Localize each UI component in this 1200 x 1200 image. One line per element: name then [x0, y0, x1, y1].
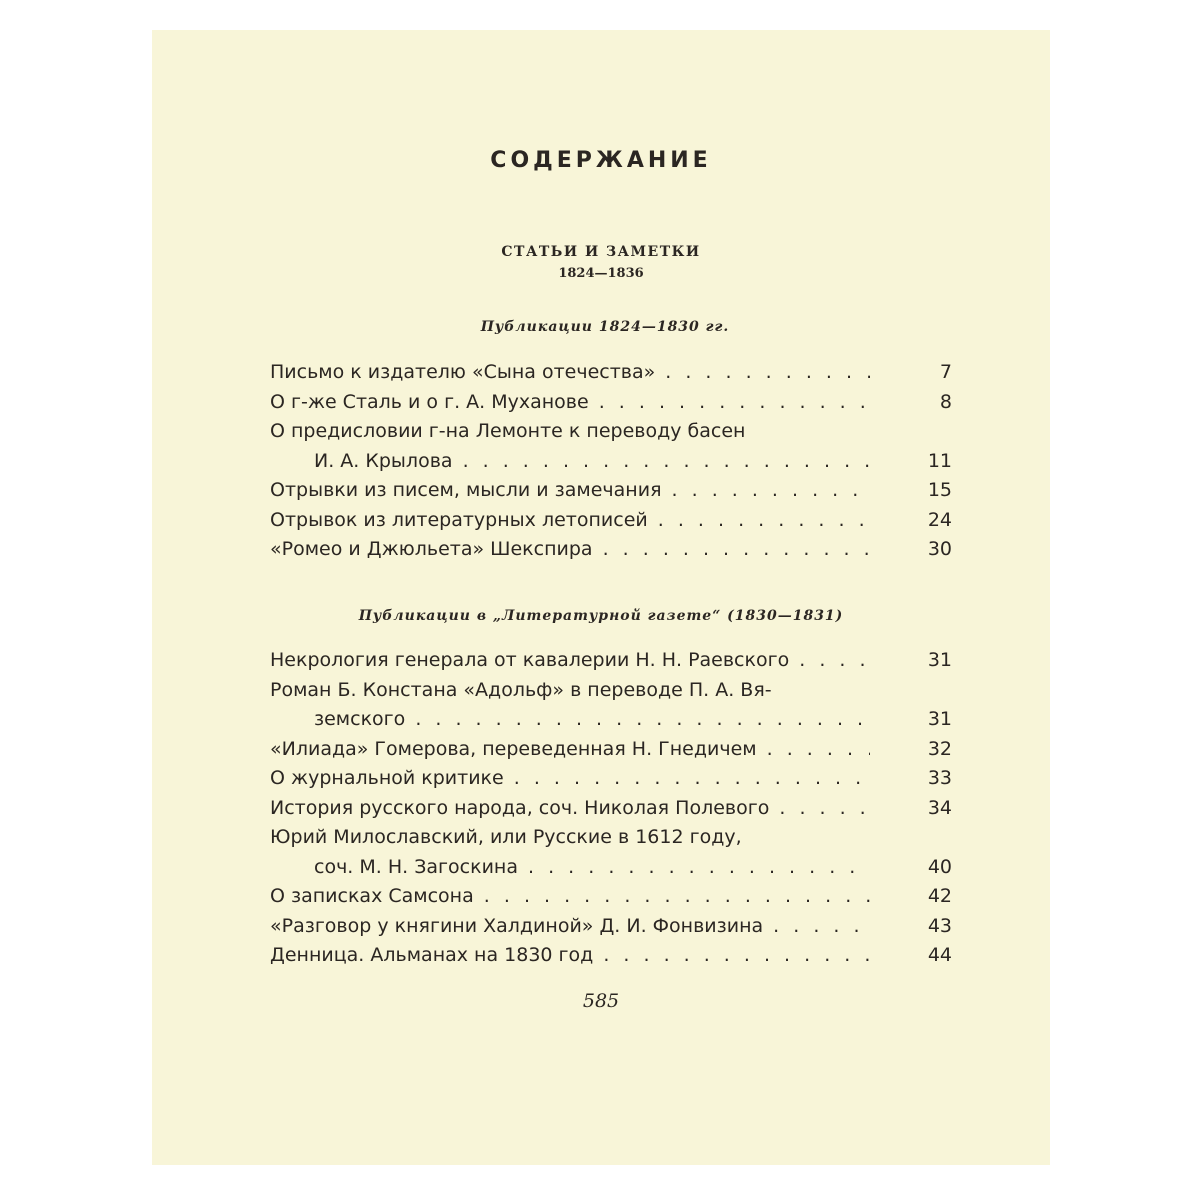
toc-entry — [270, 646, 952, 676]
toc-entry-title: «Разговор у княгини Халдиной» Д. И. Фонвизина . . . — [270, 912, 870, 942]
toc-entry-title: Некрология генерала от кавалерии Н. Н. Раевского . . . — [270, 646, 870, 676]
toc-entry-title: Отрывки из писем, мысли и замечания . . . — [270, 476, 870, 506]
toc-entry-page: 34 — [927, 796, 952, 819]
toc-entry-title: Отрывок из литературных летописей . . . — [270, 506, 870, 536]
toc-entry-page: 30 — [927, 538, 952, 560]
toc-entry-page: 32 — [927, 737, 952, 760]
part-years: 1824—1836 — [558, 266, 644, 281]
toc-entry-page: 40 — [927, 855, 952, 878]
toc-entry-page: 33 — [927, 767, 952, 789]
page-number: 585 — [582, 990, 620, 1012]
toc-entry — [270, 417, 952, 476]
toc-entry-title: Роман Б. Констана «Адольф» в переводе П. А. Вя- — [270, 678, 772, 701]
toc-entry-title: Денница. Альманах на 1830 год . . . — [270, 941, 870, 971]
toc-entry-title-continuation: И. А. Крылова . . . — [270, 447, 870, 477]
toc-entry — [270, 358, 952, 388]
toc-entry — [270, 823, 952, 882]
section-heading: Публикации в „Литературной газете“ (1830—1831) — [358, 608, 844, 624]
toc-entry-title: «Ромео и Джюльета» Шекспира . . . — [270, 535, 870, 565]
toc-entry — [270, 506, 952, 536]
toc-entry-page: 8 — [939, 390, 952, 413]
toc-entry-title: О журнальной критике . . . — [270, 764, 870, 794]
toc-entry-title: О записках Самсона . . . — [270, 882, 870, 912]
toc-entry — [270, 735, 952, 765]
toc-entry-page: 15 — [927, 479, 952, 501]
book-page — [152, 30, 1050, 1165]
toc-entry-title: История русского народа, соч. Николая Полевого . . . — [270, 794, 870, 824]
toc-entry-page: 7 — [939, 361, 952, 383]
toc-entry-title: Юрий Милославский, или Русские в 1612 году, — [270, 826, 742, 848]
toc-entry — [270, 676, 952, 735]
toc-entry-page: 43 — [927, 914, 952, 937]
toc-entry-page: 42 — [927, 885, 952, 907]
toc-entry — [270, 388, 952, 418]
toc-entry-title: О предисловии г-на Лемонте к переводу басен — [270, 420, 746, 442]
toc-entry-page: 31 — [927, 649, 952, 671]
toc-entry-page: 31 — [927, 708, 952, 730]
toc-entry-page: 24 — [927, 508, 952, 531]
toc-entry — [270, 764, 952, 794]
toc-entry-title: Письмо к издателю «Сына отечества» . . . — [270, 358, 870, 388]
toc-entry-title: «Илиада» Гомерова, переведенная Н. Гнедичем . . . — [270, 735, 870, 765]
toc-entry-title-continuation: соч. М. Н. Загоскина . . . — [270, 853, 870, 883]
section-heading: Публикации 1824—1830 гг. — [480, 319, 730, 335]
toc-entry-page: 11 — [927, 449, 952, 472]
toc-entry — [270, 794, 952, 824]
part-title: СТАТЬИ И ЗАМЕТКИ — [501, 244, 701, 260]
toc-section — [270, 646, 952, 971]
page-title: СОДЕРЖАНИЕ — [490, 148, 712, 173]
toc-entry — [270, 941, 952, 971]
toc-entry — [270, 535, 952, 565]
toc-section — [270, 358, 952, 565]
toc-entry — [270, 912, 952, 942]
toc-entry — [270, 476, 952, 506]
toc-entry-page: 44 — [927, 944, 952, 966]
toc-entry-title-continuation: земского . . . — [270, 705, 870, 735]
toc-entry-title: О г-же Сталь и о г. А. Муханове . . . — [270, 388, 870, 418]
toc-entry — [270, 882, 952, 912]
